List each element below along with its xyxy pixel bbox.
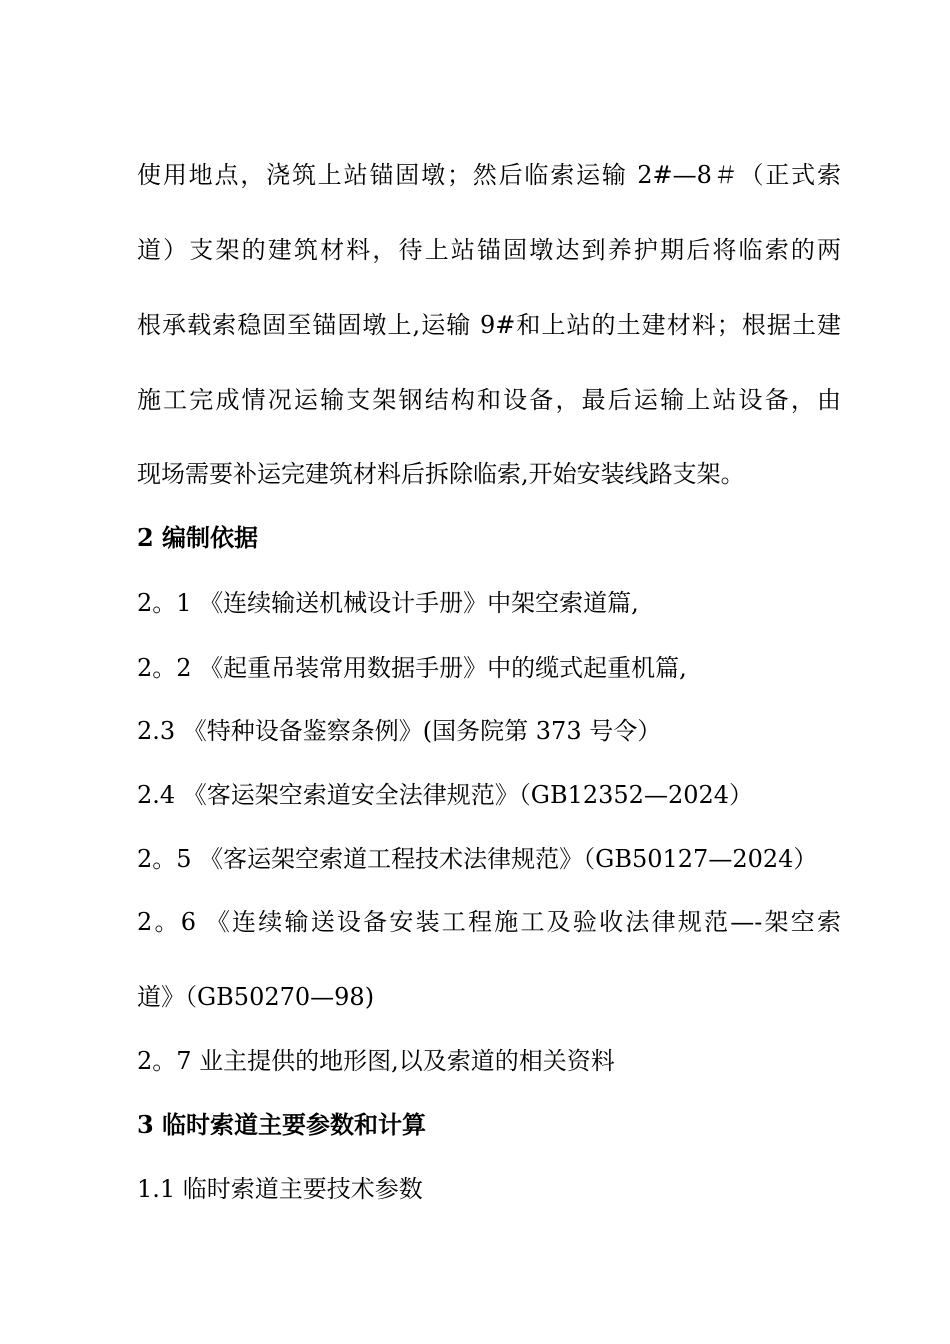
- paragraph-line-1: 使用地点，浇筑上站锚固墩；然后临索运输 2#—8＃（正式索: [137, 161, 841, 189]
- reference-item-2-6-line-1: 2。6 《连续输送设备安装工程施工及验收法律规范—-架空索: [137, 908, 841, 936]
- reference-item-2-5: 2。5 《客运架空索道工程技术法律规范》（GB50127—2024）: [137, 845, 818, 873]
- reference-item-2-6-line-2: 道》（GB50270—98): [137, 983, 375, 1011]
- section-3-1-subheading: 1.1 临时索道主要技术参数: [137, 1175, 423, 1203]
- section-3-heading: 3 临时索道主要参数和计算: [137, 1110, 427, 1139]
- reference-item-2-4: 2.4 《客运架空索道安全法律规范》（GB12352—2024）: [137, 781, 754, 809]
- reference-item-2-7: 2。7 业主提供的地形图,以及索道的相关资料: [137, 1047, 615, 1075]
- paragraph-line-5: 现场需要补运完建筑材料后拆除临索,开始安装线路支架。: [137, 460, 745, 488]
- reference-item-2-3: 2.3 《特种设备鉴察条例》(国务院第 373 号令）: [137, 717, 662, 745]
- paragraph-line-2: 道）支架的建筑材料，待上站锚固墩达到养护期后将临索的两: [137, 236, 841, 264]
- paragraph-line-4: 施工完成情况运输支架钢结构和设备，最后运输上站设备，由: [137, 386, 841, 414]
- reference-item-2-1: 2。1 《连续输送机械设计手册》中架空索道篇,: [137, 589, 639, 617]
- reference-item-2-2: 2。2 《起重吊装常用数据手册》中的缆式起重机篇,: [137, 654, 687, 682]
- paragraph-line-3: 根承载索稳固至锚固墩上,运输 9#和上站的土建材料；根据土建: [137, 311, 841, 339]
- section-2-heading: 2 编制依据: [137, 523, 259, 552]
